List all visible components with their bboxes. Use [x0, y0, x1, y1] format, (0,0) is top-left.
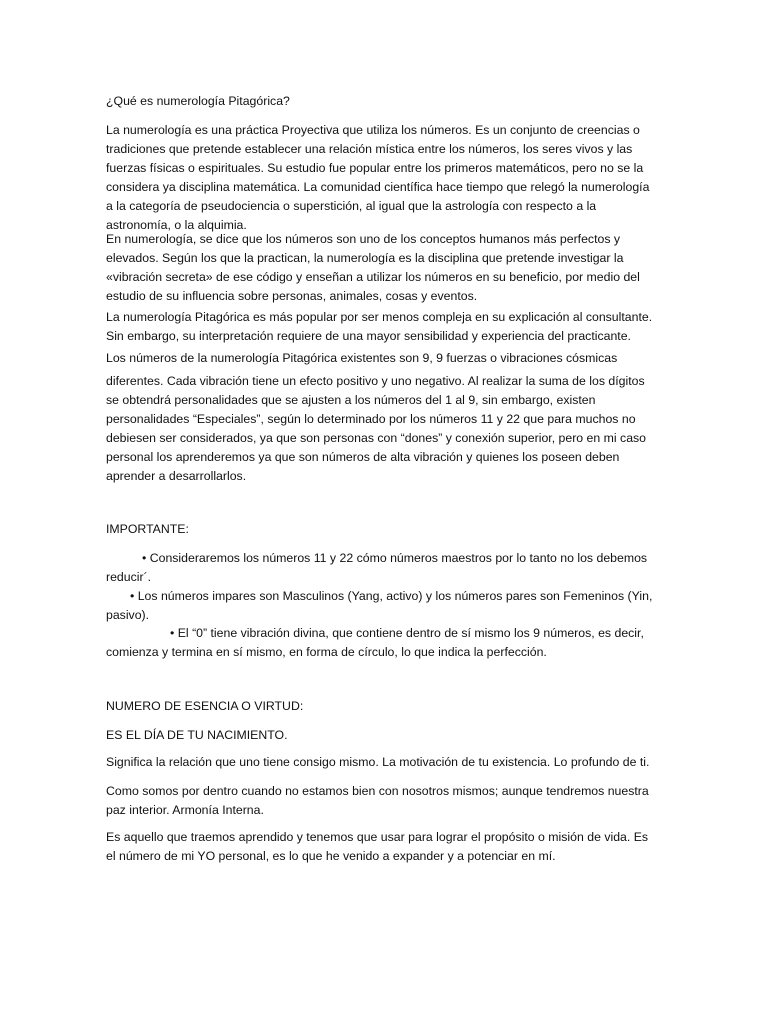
bullet-odd-even [106, 587, 666, 625]
text-line: La numerología Pitagórica es más popular por ser menos compleja en su explicación al consultante. [106, 310, 653, 324]
paragraph-inner-self [106, 782, 666, 820]
paragraph-vibrations [106, 372, 666, 486]
text-line: «vibración secreta» de ese código y enseñan a utilizar los números en su beneficio, por medio del [106, 270, 640, 284]
text-line: fuerzas físicas o espirituales. Su estudio fue popular entre los primeros matemáticos, pero no se la [106, 161, 644, 175]
text-line: Los números de la numerología Pitagórica existentes son 9, 9 fuerzas o vibraciones cósmicas [106, 351, 618, 365]
text-line: personal los aprenderemos ya que son números de alta vibración y quienes los poseen deben [106, 450, 620, 464]
paragraph-pythagorean [106, 308, 666, 346]
text-line: el número de mi YO personal, es lo que he venido a expander y a potenciar en mí. [106, 849, 556, 863]
text-line: debiesen ser considerados, ya que son personas con “dones” y conexión superior, pero en mi caso [106, 431, 647, 445]
bullet-text: comienza y termina en sí mismo, en forma de círculo, lo que indica la perfección. [106, 645, 547, 659]
paragraph-vibrations-intro [106, 349, 666, 368]
text-line: astronomía, o la alquimia. [106, 218, 247, 232]
page-title: ¿Qué es numerología Pitagórica? [106, 94, 290, 108]
bullet-zero [106, 624, 666, 662]
text-line: Significa la relación que uno tiene consigo mismo. La motivación de tu existencia. Lo profundo de ti. [106, 755, 650, 769]
text-line: diferentes. Cada vibración tiene un efecto positivo y uno negativo. Al realizar la suma de los dígitos [106, 374, 645, 388]
paragraph-definition [106, 121, 666, 235]
paragraph-practice [106, 230, 666, 306]
text-line: Como somos por dentro cuando no estamos bien con nosotros mismos; aunque tendremos nuestra [106, 784, 649, 798]
bullet-text: • El “0” tiene vibración divina, que contiene dentro de sí mismo los 9 números, es decir, [170, 626, 644, 640]
text-line: a la categoría de pseudociencia o superstición, al igual que la astrología con respecto a la [106, 199, 597, 213]
esencia-subheading: ES EL DÍA DE TU NACIMIENTO. [106, 728, 288, 742]
text-line: estudio de su influencia sobre personas, animales, cosas y eventos. [106, 289, 478, 303]
text-line: Es aquello que traemos aprendido y tenemos que usar para lograr el propósito o misión de vida. Es [106, 830, 649, 844]
text-line: Sin embargo, su interpretación requiere de una mayor sensibilidad y experiencia del practicante. [106, 329, 631, 343]
bullet-master-numbers [106, 549, 666, 587]
bullet-text: reducir´. [106, 570, 152, 584]
paragraph-meaning [106, 753, 666, 772]
paragraph-purpose [106, 828, 666, 866]
text-line: tradiciones que pretende establecer una relación mística entre los números, los seres vivos y las [106, 142, 633, 156]
text-line: considera ya disciplina matemática. La comunidad científica hace tiempo que relegó la numerología [106, 180, 650, 194]
text-line: aprender a desarrollarlos. [106, 469, 247, 483]
importante-heading: IMPORTANTE: [106, 522, 189, 536]
esencia-heading: NUMERO DE ESENCIA O VIRTUD: [106, 699, 304, 713]
text-line: elevados. Según los que la practican, la numerología es la disciplina que pretende investigar la [106, 251, 624, 265]
text-line: En numerología, se dice que los números son uno de los conceptos humanos más perfectos y [106, 232, 621, 246]
bullet-text: • Consideraremos los números 11 y 22 cómo números maestros por lo tanto no los debemos [142, 551, 648, 565]
text-line: paz interior. Armonía Interna. [106, 803, 264, 817]
bullet-text: pasivo). [106, 608, 150, 622]
text-line: se obtendrá personalidades que se ajusten a los números del 1 al 9, sin embargo, existen [106, 393, 596, 407]
bullet-text: • Los números impares son Masculinos (Yang, activo) y los números pares son Femeninos (Yin, [130, 589, 653, 603]
text-line: La numerología es una práctica Proyectiva que utiliza los números. Es un conjunto de creencias o [106, 123, 640, 137]
text-line: personalidades “Especiales”, según lo determinado por los números 11 y 22 que para muchos no [106, 412, 636, 426]
